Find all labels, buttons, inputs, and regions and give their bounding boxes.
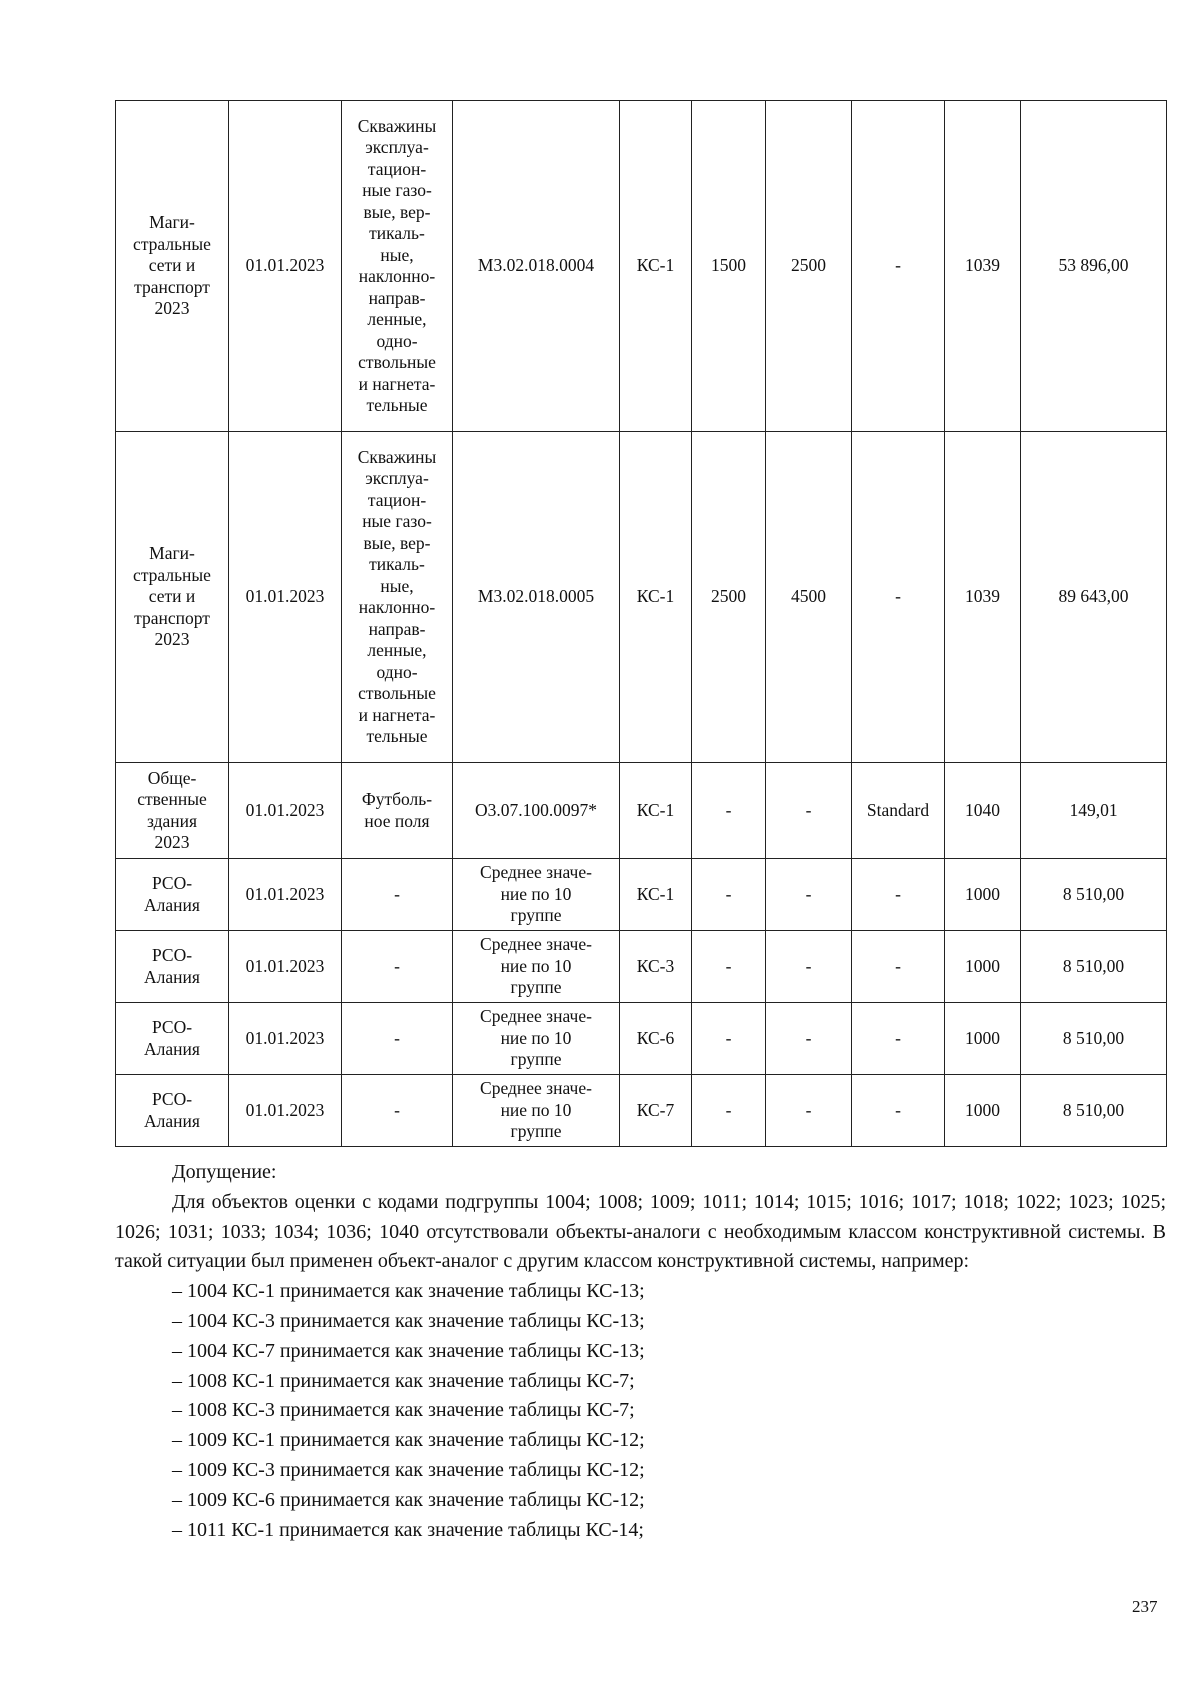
cell-line: группе — [510, 1121, 562, 1142]
cell-line: вые, вер- — [363, 532, 431, 553]
cell-line: ние по 10 — [500, 883, 572, 904]
cell-line: ное поля — [364, 810, 430, 831]
cell-subgroup: 1000 — [945, 931, 1021, 1003]
cell-ks: КС-6 — [620, 1003, 692, 1075]
cell-segment — [116, 101, 229, 432]
table-row — [116, 859, 1167, 931]
cell-line: тельные — [366, 726, 428, 746]
cell-line: ние по 10 — [500, 1027, 572, 1048]
cell-object — [342, 101, 453, 432]
cell-ks: КС-1 — [620, 763, 692, 859]
cell-value-from: - — [692, 1075, 766, 1147]
cell-line: РСО- — [151, 1089, 193, 1109]
cell-line: тацион- — [367, 489, 427, 510]
cell-line: направ- — [368, 287, 426, 308]
cell-ks: КС-1 — [620, 432, 692, 763]
cell-segment — [116, 931, 229, 1003]
cell-value-to: - — [766, 1075, 852, 1147]
cell-line: РСО- — [151, 945, 193, 965]
cell-value-to: - — [766, 763, 852, 859]
cell-code — [453, 859, 620, 931]
cell-standard: - — [852, 432, 945, 763]
table-row — [116, 101, 1167, 432]
cell-standard: - — [852, 1003, 945, 1075]
list-item: – 1004 КС-7 принимается как значение таблицы КС-13; — [172, 1339, 645, 1362]
table-row — [116, 432, 1167, 763]
cell-value-to: - — [766, 1003, 852, 1075]
cell-line: М3.02.018.0004 — [477, 255, 595, 276]
assumption-section — [115, 1158, 1166, 1545]
list-item: – 1004 КС-3 принимается как значение таблицы КС-13; — [172, 1309, 645, 1332]
cell-segment — [116, 432, 229, 763]
cell-subgroup: 1039 — [945, 101, 1021, 432]
cell-line: Среднее значе- — [480, 1078, 592, 1099]
cell-line: наклонно- — [358, 266, 436, 286]
cell-segment — [116, 1003, 229, 1075]
cell-subgroup: 1000 — [945, 859, 1021, 931]
cell-line: транспорт — [134, 607, 210, 628]
cell-line: группе — [510, 977, 562, 998]
list-item: – 1008 КС-3 принимается как значение таблицы КС-7; — [172, 1399, 635, 1422]
cell-object — [342, 1075, 453, 1147]
cell-standard: - — [852, 931, 945, 1003]
cell-subgroup: 1040 — [945, 763, 1021, 859]
cell-value-from: - — [692, 931, 766, 1003]
assumption-list — [115, 1277, 1166, 1545]
table-body — [116, 101, 1167, 1147]
cell-line: тикаль- — [369, 554, 425, 574]
cell-line: - — [394, 1027, 400, 1048]
cell-line: Среднее значе- — [480, 934, 592, 955]
cell-line: группе — [510, 905, 562, 926]
cell-date: 01.01.2023 — [229, 1075, 342, 1147]
cell-segment — [116, 859, 229, 931]
assumption-paragraph: Для объектов оценки с кодами подгруппы 1004; 1008; 1009; 1011; 1014; 1015; 1016; 1017; 1018; 1022; 1023; 1025; 1026; 1031; 1033; 1034; 1036; 1040 отсутствовали объекты-аналоги с необходимым классом конструктивной системы. В такой ситуации был применен объект-аналог с другим классом конструктивной системы, например: — [115, 1190, 1166, 1273]
assumption-heading: Допущение: — [172, 1161, 277, 1183]
cell-code — [453, 763, 620, 859]
cell-line: 2023 — [154, 298, 190, 319]
cell-line: Среднее значе- — [480, 1006, 592, 1027]
cell-line: 2023 — [154, 629, 190, 650]
cell-line: транспорт — [134, 276, 210, 297]
cell-line: направ- — [368, 618, 426, 639]
cell-line: - — [394, 883, 400, 904]
cell-standard: - — [852, 859, 945, 931]
cell-line: Скважины — [357, 115, 437, 136]
cell-line: Алания — [144, 1110, 200, 1131]
cell-price: 8 510,00 — [1021, 1075, 1167, 1147]
cell-value-to: 2500 — [766, 101, 852, 432]
cell-date: 01.01.2023 — [229, 101, 342, 432]
cell-line: тельные — [366, 395, 428, 415]
list-item: – 1009 КС-3 принимается как значение таблицы КС-12; — [172, 1458, 645, 1481]
list-item: – 1011 КС-1 принимается как значение таблицы КС-14; — [172, 1518, 644, 1541]
page-number: 237 — [1132, 1597, 1158, 1616]
cell-price: 8 510,00 — [1021, 931, 1167, 1003]
cell-value-to: - — [766, 931, 852, 1003]
cell-line: Обще- — [147, 767, 197, 788]
cell-object — [342, 432, 453, 763]
list-item: – 1008 КС-1 принимается как значение таблицы КС-7; — [172, 1369, 635, 1392]
cell-value-to: - — [766, 859, 852, 931]
cell-line: одно- — [376, 661, 418, 682]
cell-value-from: - — [692, 859, 766, 931]
cell-line: и нагнета- — [358, 373, 436, 394]
cell-price: 53 896,00 — [1021, 101, 1167, 432]
cell-object — [342, 1003, 453, 1075]
cell-ks: КС-1 — [620, 101, 692, 432]
cell-line: ние по 10 — [500, 1099, 572, 1120]
cell-line: ленные, — [367, 640, 427, 660]
cell-subgroup: 1000 — [945, 1075, 1021, 1147]
cell-price: 89 643,00 — [1021, 432, 1167, 763]
cell-line: ленные, — [367, 309, 427, 329]
cell-line: тикаль- — [369, 223, 425, 243]
cell-line: ные газо- — [362, 511, 432, 531]
cell-value-from: 2500 — [692, 432, 766, 763]
cell-line: сети и — [148, 586, 196, 607]
cell-date: 01.01.2023 — [229, 1003, 342, 1075]
cell-value-from: 1500 — [692, 101, 766, 432]
list-item: – 1009 КС-6 принимается как значение таблицы КС-12; — [172, 1488, 645, 1511]
cell-object — [342, 859, 453, 931]
table-row — [116, 763, 1167, 859]
cell-line: стральные — [133, 564, 211, 585]
cell-line: вые, вер- — [363, 201, 431, 222]
cell-line: ствольные — [358, 352, 436, 372]
cell-ks: КС-1 — [620, 859, 692, 931]
cell-price: 149,01 — [1021, 763, 1167, 859]
cell-line: Футболь- — [361, 789, 433, 809]
cell-standard: Standard — [852, 763, 945, 859]
cell-line: М3.02.018.0005 — [477, 586, 595, 607]
cell-line: Алания — [144, 1038, 200, 1059]
table-row — [116, 931, 1167, 1003]
cell-line: Среднее значе- — [480, 862, 592, 883]
data-table — [115, 100, 1167, 1147]
cell-line: - — [394, 955, 400, 976]
cell-segment — [116, 763, 229, 859]
cell-line: ные газо- — [362, 180, 432, 200]
cell-date: 01.01.2023 — [229, 763, 342, 859]
cell-object — [342, 931, 453, 1003]
cell-line: Скважины — [357, 446, 437, 467]
cell-code — [453, 931, 620, 1003]
cell-line: здания — [146, 810, 198, 831]
cell-price: 8 510,00 — [1021, 859, 1167, 931]
cell-object — [342, 763, 453, 859]
cell-line: Маги- — [149, 543, 195, 564]
cell-date: 01.01.2023 — [229, 432, 342, 763]
cell-line: 2023 — [154, 832, 190, 852]
cell-date: 01.01.2023 — [229, 859, 342, 931]
cell-ks: КС-7 — [620, 1075, 692, 1147]
cell-segment — [116, 1075, 229, 1147]
cell-line: ствольные — [358, 683, 436, 703]
cell-line: ные, — [380, 244, 414, 265]
cell-price: 8 510,00 — [1021, 1003, 1167, 1075]
cell-line: тацион- — [367, 158, 427, 179]
cell-line: ные, — [380, 575, 414, 596]
cell-line: одно- — [376, 330, 418, 351]
cell-standard: - — [852, 101, 945, 432]
cell-line: стральные — [133, 233, 211, 254]
cell-line: эксплуа- — [365, 137, 429, 157]
cell-code — [453, 432, 620, 763]
cell-line: эксплуа- — [365, 468, 429, 488]
cell-line: группе — [510, 1049, 562, 1070]
cell-line: Алания — [144, 894, 200, 915]
cell-standard: - — [852, 1075, 945, 1147]
table-row — [116, 1075, 1167, 1147]
cell-value-from: - — [692, 1003, 766, 1075]
cell-subgroup: 1039 — [945, 432, 1021, 763]
cell-line: Маги- — [149, 212, 195, 233]
cell-code — [453, 1075, 620, 1147]
list-item: – 1009 КС-1 принимается как значение таблицы КС-12; — [172, 1429, 645, 1452]
list-item: – 1004 КС-1 принимается как значение таблицы КС-13; — [172, 1280, 645, 1303]
cell-value-from: - — [692, 763, 766, 859]
cell-ks: КС-3 — [620, 931, 692, 1003]
cell-line: сети и — [148, 255, 196, 276]
cell-subgroup: 1000 — [945, 1003, 1021, 1075]
cell-line: О3.07.100.0097* — [474, 799, 597, 820]
cell-line: наклонно- — [358, 597, 436, 617]
cell-line: РСО- — [151, 873, 193, 893]
cell-value-to: 4500 — [766, 432, 852, 763]
cell-date: 01.01.2023 — [229, 931, 342, 1003]
cell-line: и нагнета- — [358, 704, 436, 725]
cell-line: - — [394, 1099, 400, 1120]
cell-code — [453, 101, 620, 432]
cell-line: РСО- — [151, 1017, 193, 1037]
cell-code — [453, 1003, 620, 1075]
table-row — [116, 1003, 1167, 1075]
cell-line: Алания — [144, 966, 200, 987]
cell-line: ственные — [137, 789, 207, 809]
cell-line: ние по 10 — [500, 955, 572, 976]
